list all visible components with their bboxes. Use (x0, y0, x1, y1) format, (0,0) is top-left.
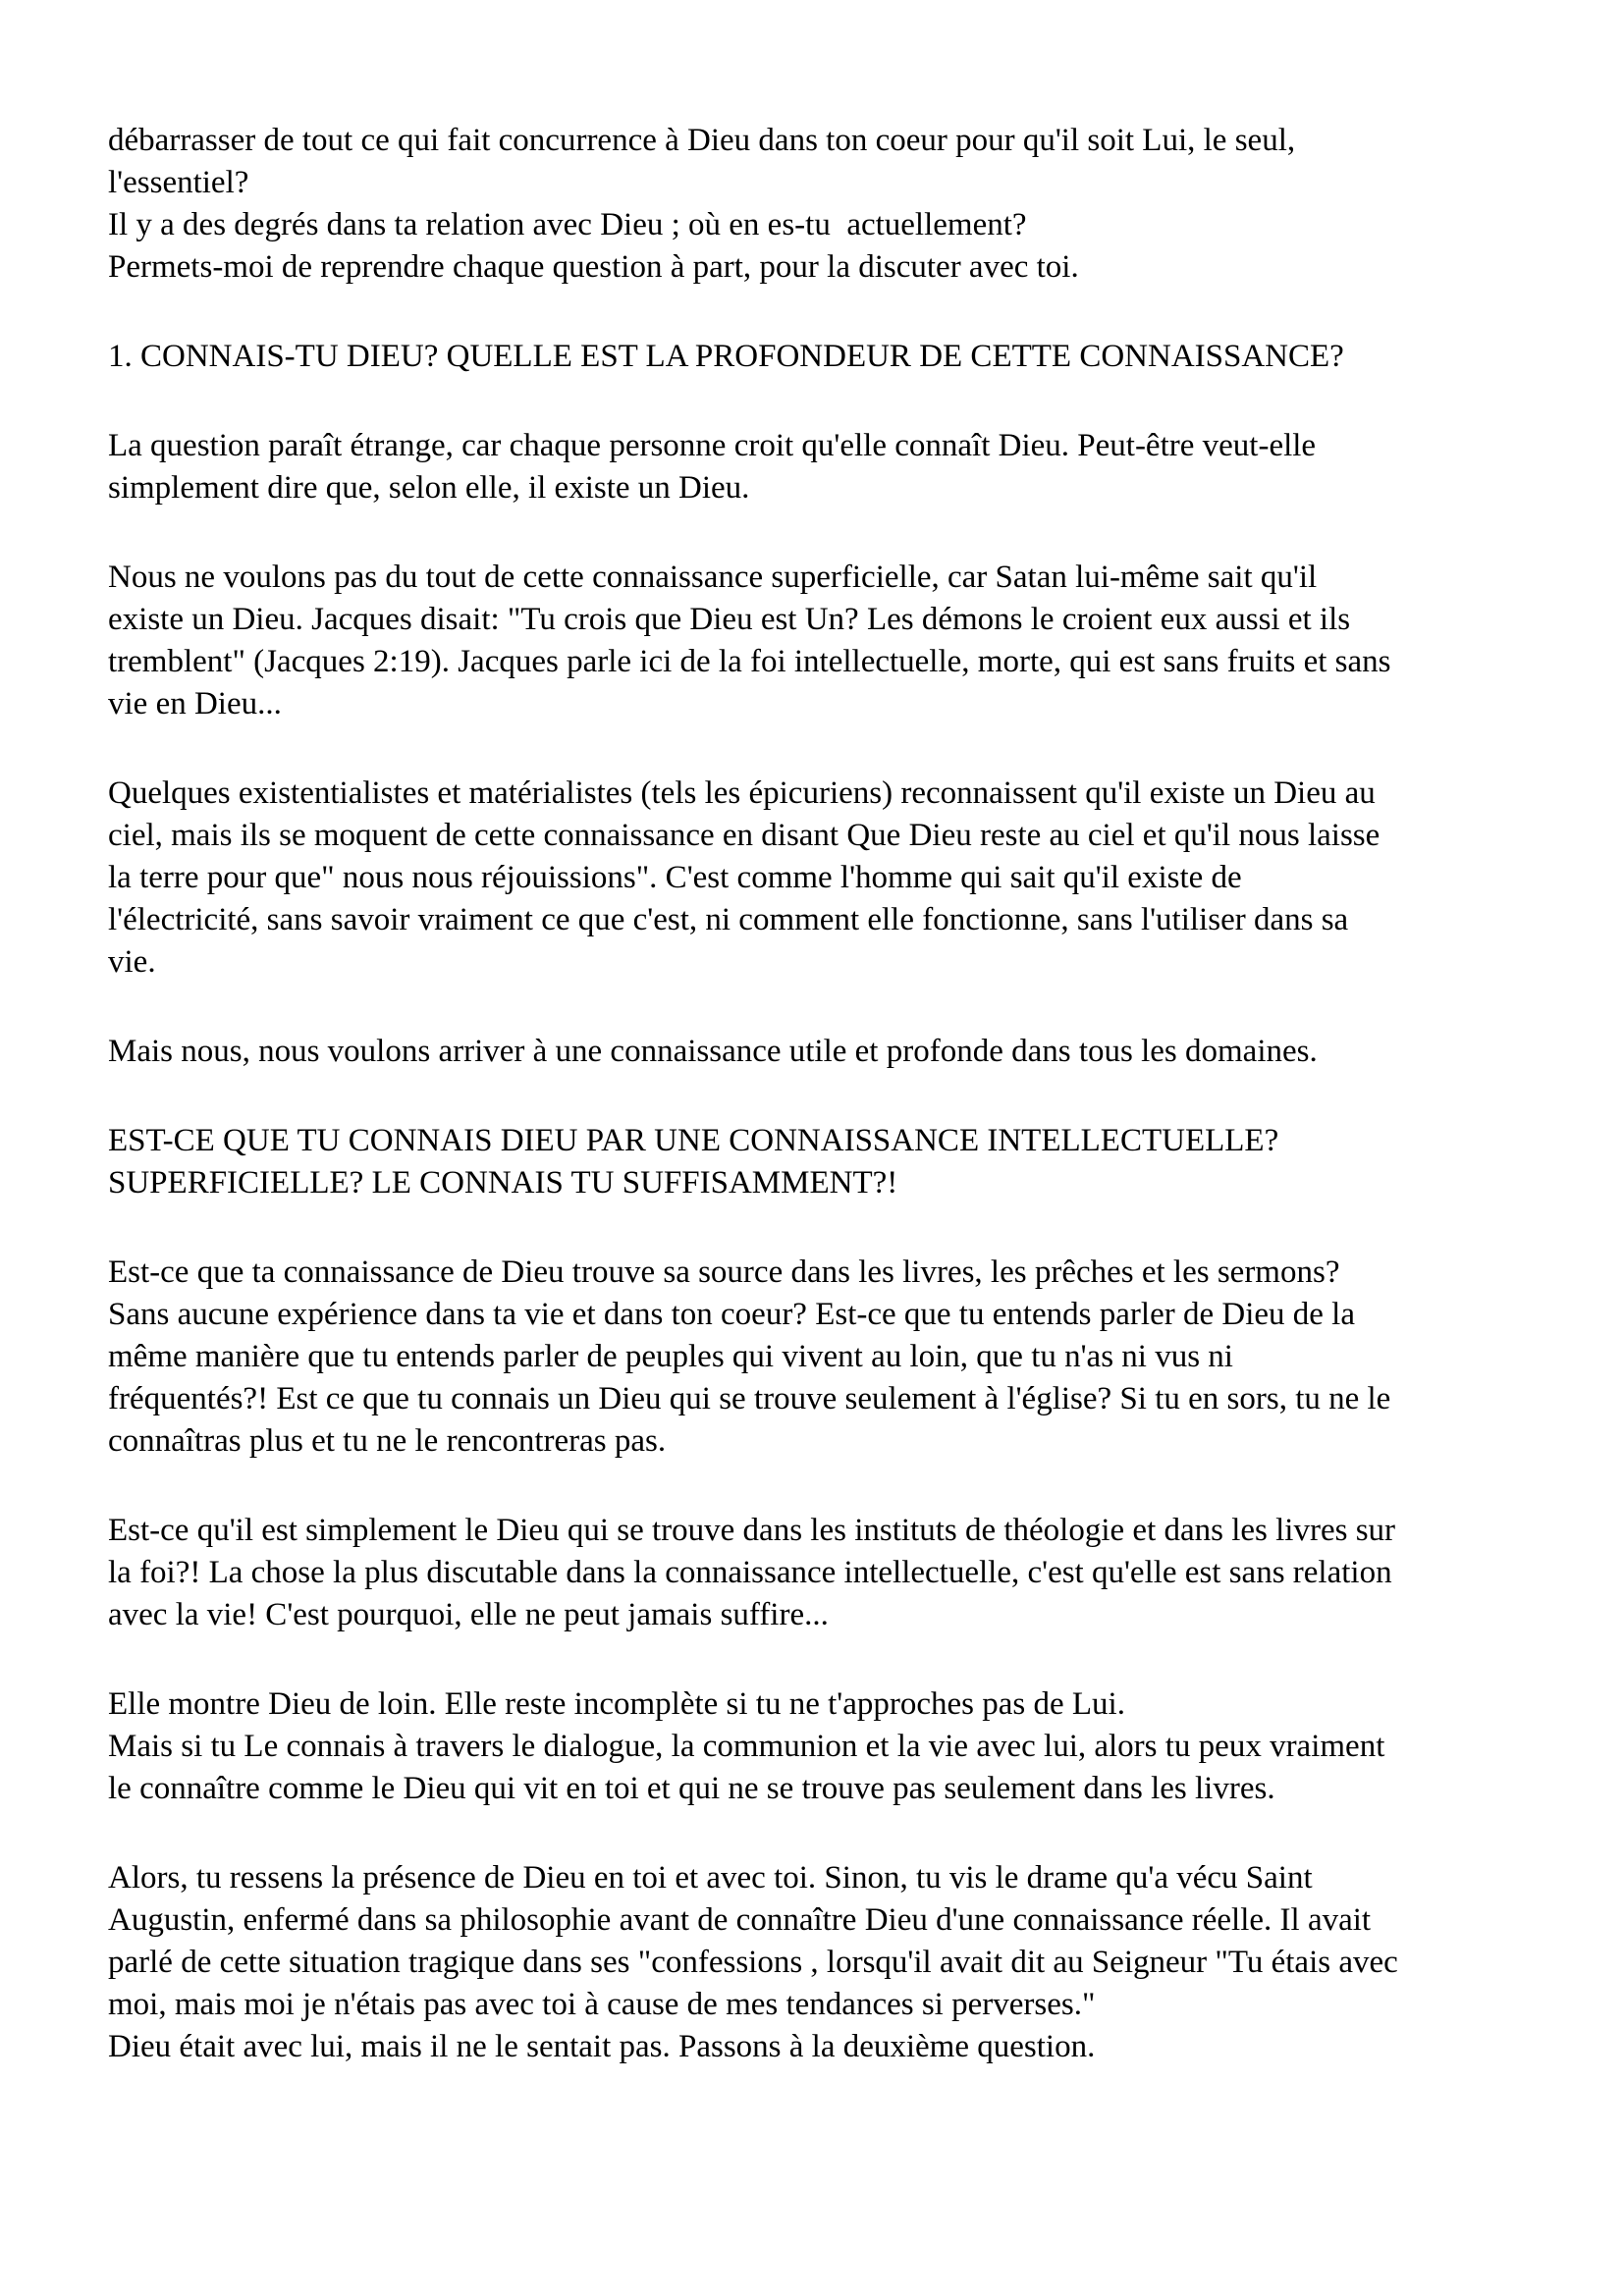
paragraph: Quelques existentialistes et matérialistes (tels les épicuriens) reconnaissent qu'il existe un Dieu au ciel, mais ils se moquent de cette connaissance en disant Que Dieu reste au ciel et qu'il nous laisse la terre pour que" nous nous réjouissions". C'est comme l'homme qui sait qu'il existe de l'électricité, sans savoir vraiment ce que c'est, ni comment elle fonctionne, sans l'utiliser dans sa vie. (108, 775, 1380, 980)
document-text-area (108, 120, 1551, 2115)
section-heading: EST-CE QUE TU CONNAIS DIEU PAR UNE CONNAISSANCE INTELLECTUELLE? SUPERFICIELLE? LE CONNAIS TU SUFFISAMMENT?! (108, 1123, 1279, 1201)
paragraph: débarrasser de tout ce qui fait concurrence à Dieu dans ton coeur pour qu'il soit Lui, le seul, l'essentiel? Il y a des degrés dans ta relation avec Dieu ; où en es-tu actuellement? Permets-moi de reprendre chaque question à part, pour la discuter avec toi. (108, 123, 1296, 285)
paragraph: Nous ne voulons pas du tout de cette connaissance superficielle, car Satan lui-même sait qu'il existe un Dieu. Jacques disait: "Tu crois que Dieu est Un? Les démons le croient eux aussi et ils tremblent" (Jacques 2:19). Jacques parle ici de la foi intellectuelle, morte, qui est sans fruits et sans vie en Dieu... (108, 560, 1391, 721)
paragraph: Est-ce que ta connaissance de Dieu trouve sa source dans les livres, les prêches et les sermons? Sans aucune expérience dans ta vie et dans ton coeur? Est-ce que tu entends parler de Dieu de la même manière que tu entends parler de peuples qui vivent au loin, que tu n'as ni vus ni fréquentés?! Est ce que tu connais un Dieu qui se trouve seulement à l'église? Si tu en sors, tu ne le connaîtras plus et tu ne le rencontreras pas. (108, 1255, 1391, 1459)
paragraph: Elle montre Dieu de loin. Elle reste incomplète si tu ne t'approches pas de Lui. Mais si tu Le connais à travers le dialogue, la communion et la vie avec lui, alors tu peux vraiment le connaître comme le Dieu qui vit en toi et qui ne se trouve pas seulement dans les livres. (108, 1686, 1385, 1806)
paragraph: La question paraît étrange, car chaque personne croit qu'elle connaît Dieu. Peut-être veut-elle simplement dire que, selon elle, il existe un Dieu. (108, 428, 1317, 506)
paragraph: Est-ce qu'il est simplement le Dieu qui se trouve dans les instituts de théologie et dans les livres sur la foi?! La chose la plus discutable dans la connaissance intellectuelle, c'est qu'elle est sans relation avec la vie! C'est pourquoi, elle ne peut jamais suffire... (108, 1513, 1396, 1632)
section-heading: 1. CONNAIS-TU DIEU? QUELLE EST LA PROFONDEUR DE CETTE CONNAISSANCE? (108, 339, 1344, 374)
paragraph: Mais nous, nous voulons arriver à une connaissance utile et profonde dans tous les domaines. (108, 1034, 1318, 1069)
paragraph: Alors, tu ressens la présence de Dieu en toi et avec toi. Sinon, tu vis le drame qu'a vécu Saint Augustin, enfermé dans sa philosophie avant de connaître Dieu d'une connaissance réelle. Il avait parlé de cette situation tragique dans ses "confessions , lorsqu'il avait dit au Seigneur "Tu étais avec moi, mais moi je n'étais pas avec toi à cause de mes tendances si perverses." Dieu était avec lui, mais il ne le sentait pas. Passons à la deuxième question. (108, 1860, 1398, 2064)
